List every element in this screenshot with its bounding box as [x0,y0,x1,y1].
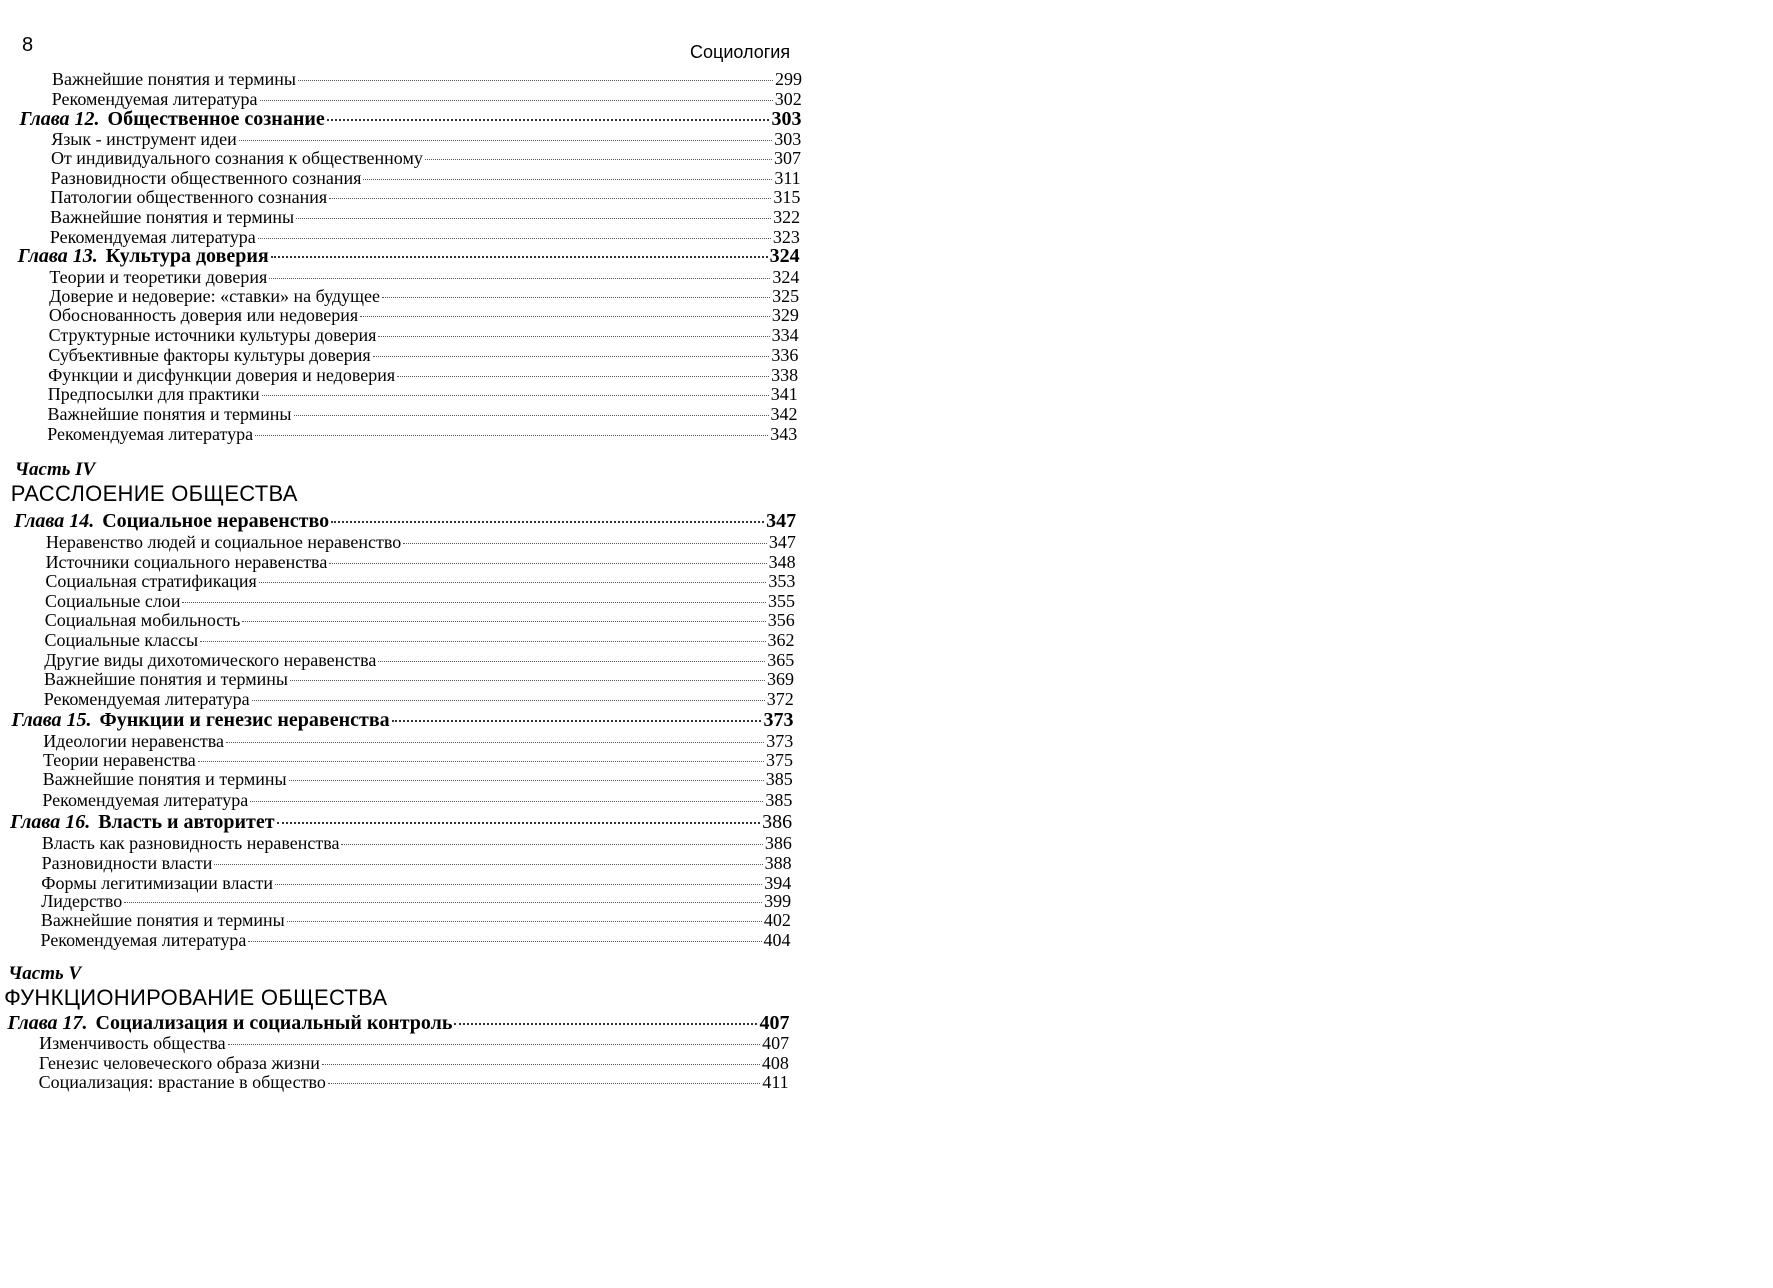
page-ref: 342 [770,404,798,424]
chapter-number: Глава 14. [14,510,95,532]
dot-leader [255,435,768,436]
toc-entry-row[interactable] [45,570,795,592]
dot-leader [298,80,773,81]
entry-title: Язык - инструмент идеи [51,129,237,149]
entry-title: Важнейшие понятия и термины [44,669,288,689]
page-ref: 341 [770,384,798,404]
page-ref: 334 [771,325,799,345]
toc-entry-row[interactable] [42,852,792,874]
toc-chapter-row[interactable] [7,1012,789,1034]
toc-entry-row[interactable] [44,688,794,710]
toc-entry-row[interactable] [51,147,801,169]
entry-title: Социальные слои [45,591,181,611]
dot-leader [327,119,770,121]
chapter-title: Функции и генезис неравенства [99,709,390,731]
table-of-contents [0,0,800,1288]
toc-entry-row[interactable] [49,324,799,346]
entry-title: Важнейшие понятия и термины [50,207,295,227]
toc-entry-row[interactable] [52,88,802,110]
entry-title: Предпосылки для практики [47,384,260,404]
entry-title: Функции и дисфункции доверия и недоверия [48,365,396,385]
dot-leader [454,1023,757,1025]
page-ref: 302 [774,89,802,109]
page-ref: 303 [771,108,802,130]
dot-leader [329,198,771,199]
page-ref: 324 [769,245,800,267]
entry-title: Лидерство [41,891,123,911]
entry-title: Власть как разновидность неравенства [41,833,340,853]
dot-leader [250,801,763,802]
page-ref: 311 [774,168,801,188]
entry-title: Субъективные факторы культуры доверия [48,345,371,365]
page-ref: 407 [759,1012,790,1034]
entry-title: От индивидуального сознания к общественному [50,148,423,168]
chapter-title: Социальное неравенство [102,510,330,532]
entry-title: Социальная стратификация [45,571,257,591]
dot-leader [271,256,768,258]
entry-title: Обоснованность доверия или недоверия [48,305,359,325]
page-ref: 385 [765,769,793,789]
toc-chapter-row[interactable] [19,108,801,130]
dot-leader [226,742,764,743]
page-ref: 373 [766,731,794,751]
page-ref: 336 [771,345,799,365]
dot-leader [124,902,762,903]
dot-leader [378,336,769,337]
entry-title: Генезис человеческого образа жизни [38,1053,320,1073]
page-number: 8 [22,34,34,56]
entry-title: Разновидности власти [41,853,213,873]
page-ref: 324 [772,267,800,287]
dot-leader [360,316,770,317]
part-label: Часть IV [14,459,96,480]
page-ref: 408 [761,1053,789,1073]
chapter-number: Глава 16. [10,811,91,833]
chapter-title: Культура доверия [105,245,269,267]
page-ref: 394 [764,873,792,893]
dot-leader [242,621,765,622]
page-ref: 356 [767,610,795,630]
dot-leader [228,1044,760,1045]
entry-title: Разновидности общественного сознания [50,168,362,188]
dot-leader [392,720,762,722]
page-ref: 369 [767,669,795,689]
entry-title: Важнейшие понятия и термины [42,769,287,789]
entry-title: Патологии общественного сознания [50,187,328,207]
toc-entry-row[interactable] [39,1032,789,1054]
entry-title: Идеологии неравенства [43,731,224,751]
toc-entry-row[interactable] [47,423,797,445]
entry-title: Важнейшие понятия и термины [52,69,296,89]
dot-leader [397,376,769,377]
dot-leader [290,680,765,681]
toc-entry-row[interactable] [48,344,798,366]
entry-title: Теории и теоретики доверия [49,267,268,287]
chapter-number: Глава 13. [17,245,98,267]
entry-title: Источники социального неравенства [45,552,328,572]
dot-leader [287,921,762,922]
page-ref: 385 [765,790,793,810]
dot-leader [328,1083,760,1084]
toc-entry-row[interactable] [48,383,798,405]
dot-leader [214,864,762,865]
dot-leader [262,395,769,396]
page-ref: 375 [765,750,793,770]
dot-leader [382,297,770,298]
running-head: Социология [690,42,791,62]
dot-leader [331,521,764,523]
toc-chapter-row[interactable] [18,245,800,267]
dot-leader [200,641,765,642]
dot-leader [363,179,772,180]
entry-title: Рекомендуемая литература [40,930,247,950]
toc-entry-row[interactable] [41,929,791,951]
page-ref: 299 [775,69,802,89]
entry-title: Доверие и недоверие: «ставки» на будущее [49,286,380,306]
page-ref: 325 [772,286,800,306]
page-ref: 347 [768,532,796,552]
dot-leader [269,278,770,279]
page-ref: 365 [767,650,795,670]
page-ref: 388 [764,853,792,873]
toc-entry-row[interactable] [42,789,792,811]
page-ref: 404 [763,930,791,950]
page-ref: 355 [768,591,796,611]
dot-leader [403,543,767,544]
entry-title: Социальные классы [44,630,199,650]
dot-leader [373,356,770,357]
page-ref: 402 [763,910,791,930]
dot-leader [378,661,765,662]
dot-leader [260,100,773,101]
dot-leader [277,822,761,824]
toc-entry-row[interactable] [42,832,792,854]
dot-leader [275,884,762,885]
entry-title: Изменчивость общества [39,1033,226,1053]
entry-title: Важнейшие понятия и термины [40,910,285,930]
entry-title: Рекомендуемая литература [49,227,256,247]
entry-title: Формы легитимизации власти [41,873,273,893]
dot-leader [294,415,769,416]
toc-entry-row[interactable] [49,304,799,326]
chapter-number: Глава 15. [11,709,92,731]
dot-leader [182,602,766,603]
page-ref: 386 [764,833,792,853]
toc-entry-row[interactable] [48,403,798,425]
toc-chapter-row[interactable] [11,709,793,731]
page-ref: 386 [762,811,793,833]
page-ref: 315 [773,187,801,207]
chapter-number: Глава 12. [19,108,100,130]
entry-title: Рекомендуемая литература [42,790,249,810]
page-ref: 399 [764,891,792,911]
dot-leader [341,844,762,845]
dot-leader [248,941,761,942]
toc-entry-row[interactable] [45,609,795,631]
page-ref: 329 [771,305,799,325]
page-ref: 338 [771,365,799,385]
dot-leader [425,159,772,160]
toc-entry-row[interactable] [50,206,800,228]
page-ref: 372 [766,689,794,709]
toc-chapter-row[interactable] [10,811,792,833]
toc-entry-row[interactable] [50,186,800,208]
chapter-title: Общественное сознание [107,108,325,130]
chapter-number: Глава 17. [7,1012,88,1034]
page-ref: 362 [767,630,795,650]
part-title: РАССЛОЕНИЕ ОБЩЕСТВА [10,481,298,506]
page-ref: 373 [763,709,794,731]
toc-entry-row[interactable] [46,531,796,553]
dot-leader [239,140,772,141]
entry-title: Структурные источники культуры доверия [48,325,377,345]
page-ref: 353 [768,571,796,591]
entry-title: Рекомендуемая литература [47,424,254,444]
entry-title: Неравенство людей и социальное неравенство [45,532,402,552]
entry-title: Теории неравенства [42,750,196,770]
page-ref: 407 [762,1033,790,1053]
page-ref: 348 [768,552,796,572]
dot-leader [259,582,767,583]
page-ref: 411 [762,1072,789,1092]
dot-leader [289,780,764,781]
toc-entry-row[interactable] [52,68,802,90]
toc-entry-row[interactable] [44,668,794,690]
page-ref: 322 [773,207,801,227]
entry-title: Другие виды дихотомического неравенства [44,650,377,670]
page-ref: 307 [773,148,801,168]
toc-entry-row[interactable] [41,909,791,931]
entry-title: Важнейшие понятия и термины [47,404,292,424]
toc-entry-row[interactable] [45,629,795,651]
chapter-title: Социализация и социальный контроль [95,1012,453,1034]
part-label: Часть V [8,963,82,984]
dot-leader [252,700,765,701]
entry-title: Рекомендуемая литература [43,689,250,709]
page-ref: 343 [770,424,798,444]
part-title: ФУНКЦИОНИРОВАНИЕ ОБЩЕСТВА [4,985,388,1010]
toc-chapter-row[interactable] [14,510,796,532]
dot-leader [329,563,766,564]
entry-title: Рекомендуемая литература [51,89,258,109]
toc-entry-row[interactable] [39,1071,789,1093]
entry-title: Социализация: врастание в общество [38,1072,326,1092]
dot-leader [296,218,771,219]
dot-leader [198,761,764,762]
chapter-title: Власть и авторитет [98,811,275,833]
dot-leader [258,238,771,239]
toc-entry-row[interactable] [43,768,793,790]
page-ref: 303 [774,129,802,149]
page-ref: 323 [772,227,800,247]
entry-title: Социальная мобильность [44,610,241,630]
page-ref: 347 [766,510,797,532]
dot-leader [322,1064,760,1065]
